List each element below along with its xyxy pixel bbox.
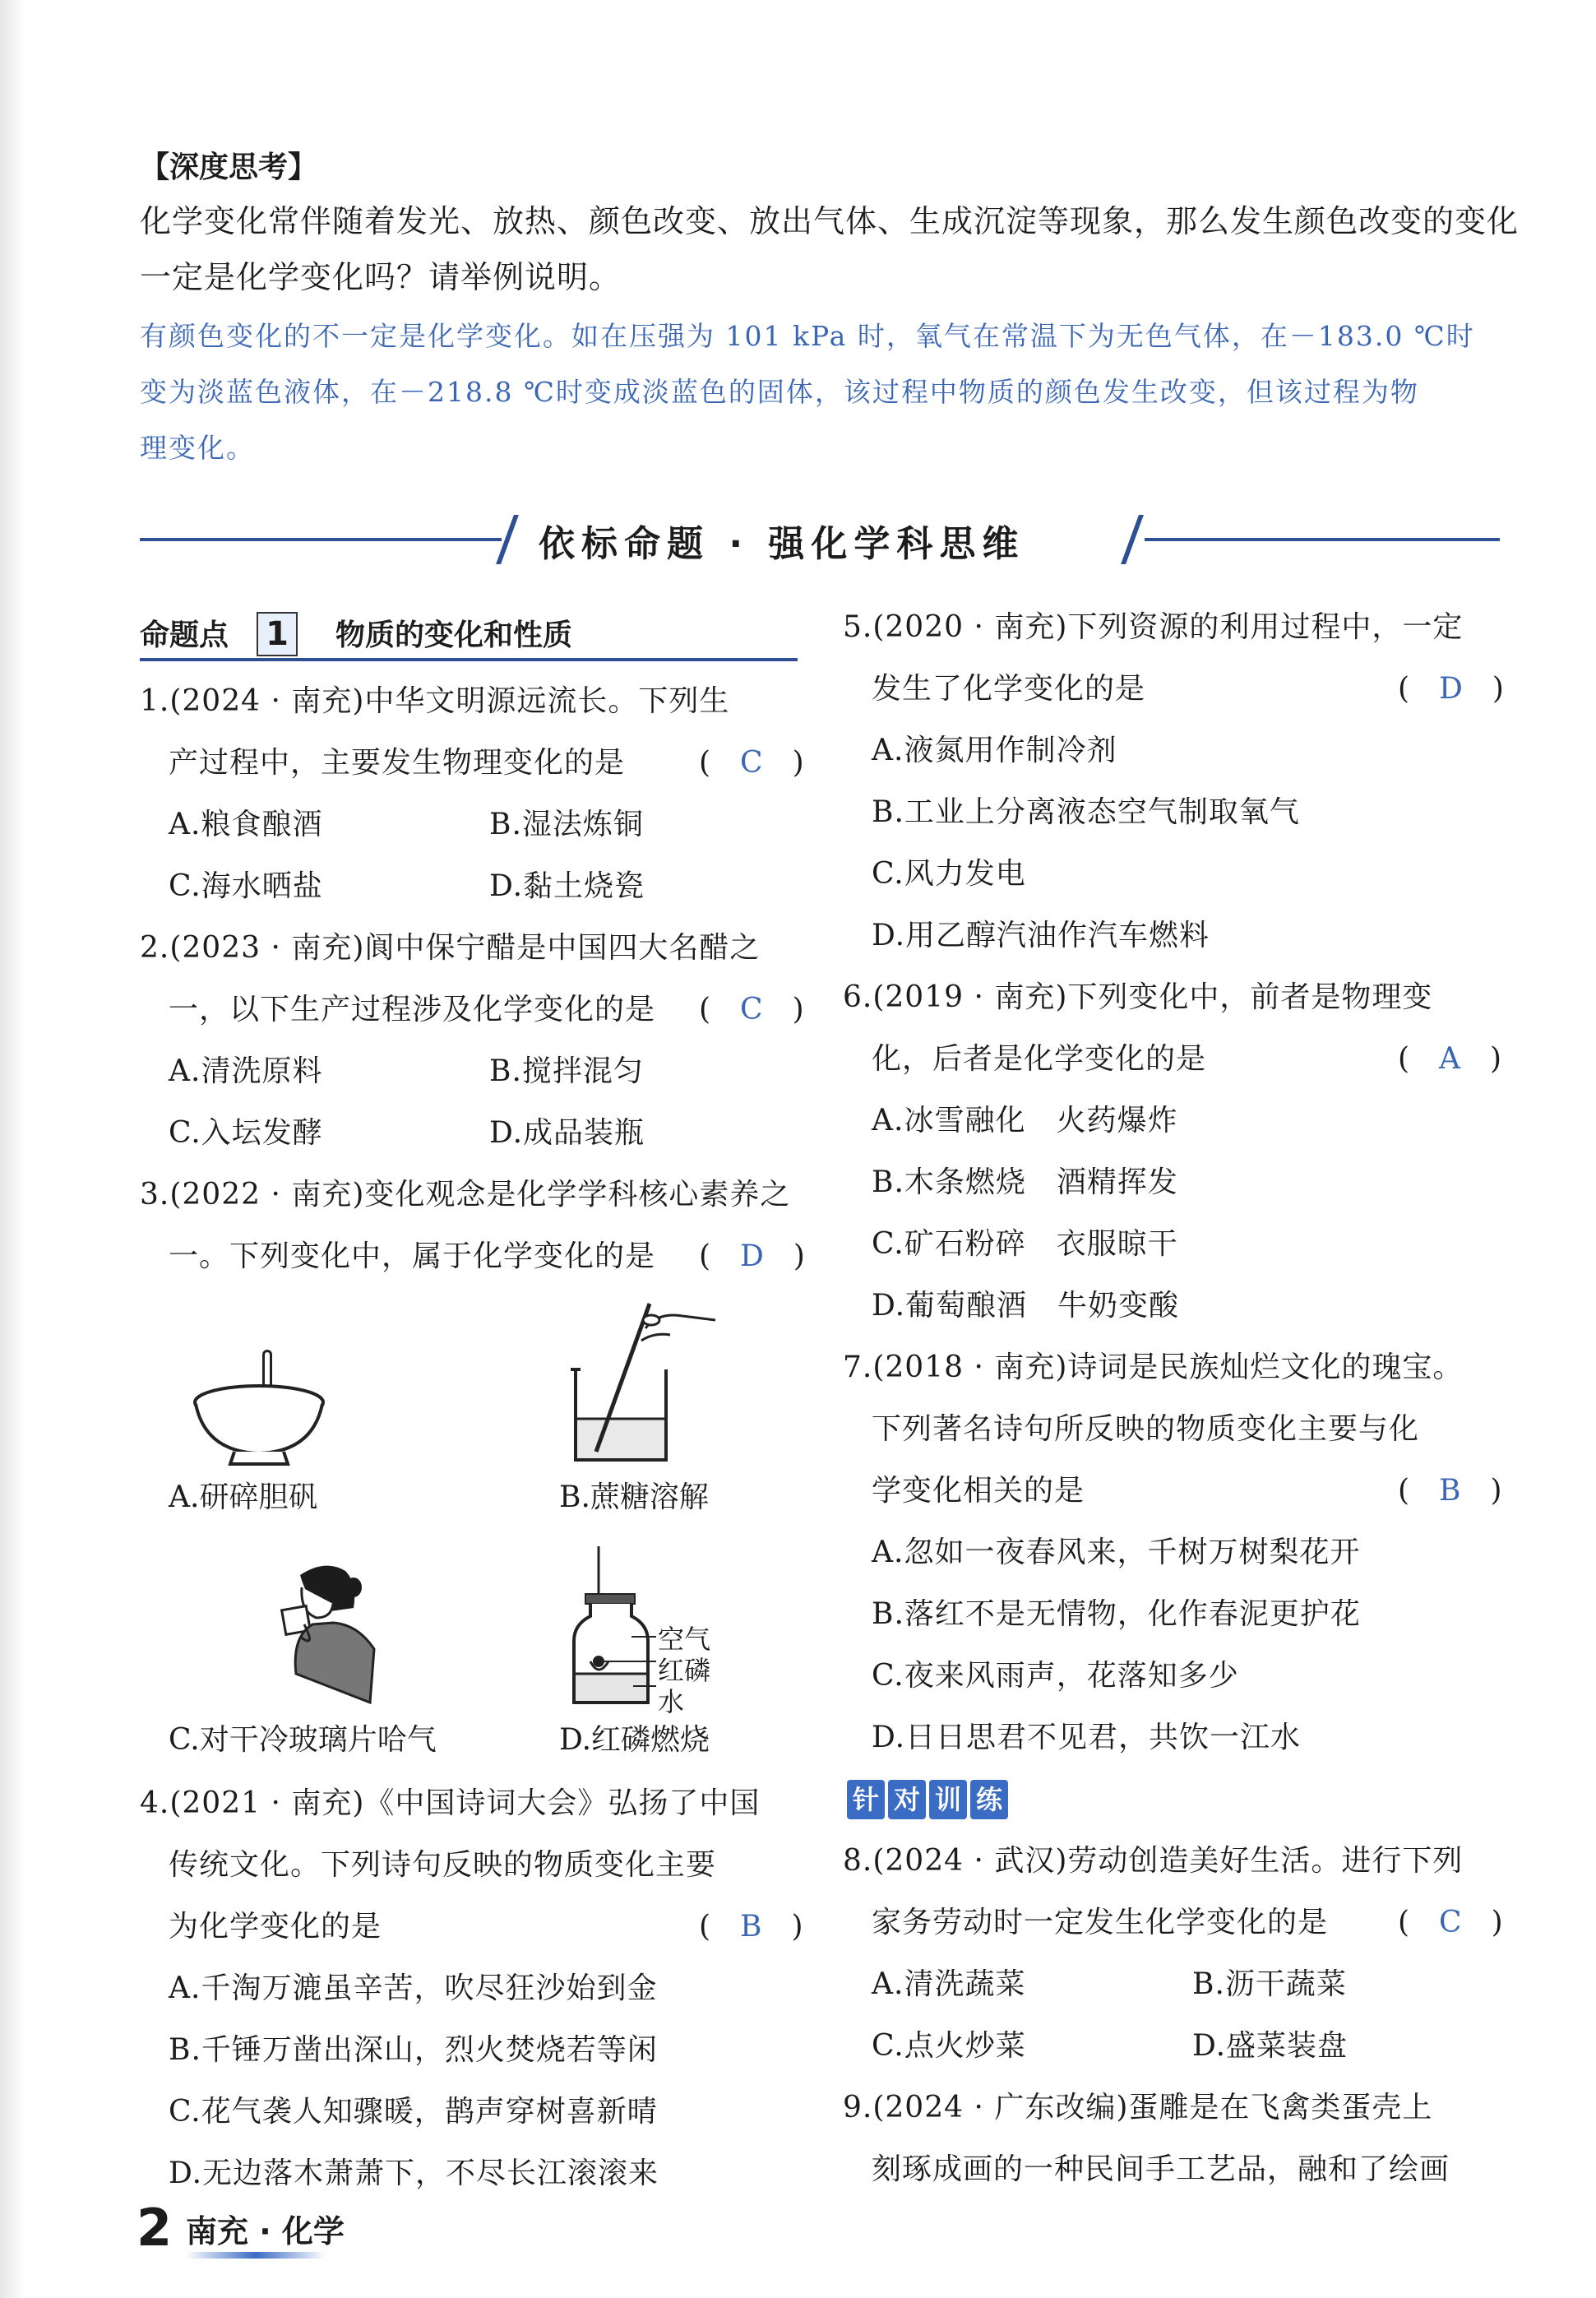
q2-line-1: 2.(2023 · 南充)阆中保宁醋是中国四大名醋之 xyxy=(140,931,761,965)
q2-answer: C xyxy=(740,993,763,1026)
q4-line-1: 4.(2021 · 南充)《中国诗词大会》弘扬了中国 xyxy=(140,1786,761,1820)
q2-option-c: C.入坛发酵 xyxy=(169,1116,323,1150)
q9-line-2: 刻琢成画的一种民间手工艺品，融和了绘画 xyxy=(872,2152,1450,2186)
q5-answer-paren: ( D ) xyxy=(1398,672,1504,706)
q4-option-b: B.千锤万凿出深山，烈火焚烧若等闲 xyxy=(169,2033,658,2067)
jar-label-water: 水 xyxy=(658,1686,685,1717)
page-number: 2 xyxy=(136,2198,173,2258)
q8-line-1: 8.(2024 · 武汉)劳动创造美好生活。进行下列 xyxy=(843,1844,1464,1878)
q5-answer: D xyxy=(1439,672,1463,706)
q1-option-c: C.海水晒盐 xyxy=(169,869,323,903)
think-line-1: 化学变化常伴随着发光、放热、颜色改变、放出气体、生成沉淀等现象，那么发生颜色改变的变化 xyxy=(140,203,1520,239)
section-number: 1 xyxy=(257,612,298,656)
section-label: 命题点 xyxy=(140,619,229,652)
banner-slash-right xyxy=(1121,515,1144,564)
q1-answer-paren: ( C ) xyxy=(699,746,804,780)
q7-option-d: D.日日思君不见君，共饮一江水 xyxy=(872,1721,1302,1754)
training-char-2: 对 xyxy=(888,1780,926,1819)
q3-line-2: 一。下列变化中，属于化学变化的是 xyxy=(169,1239,656,1273)
q6-answer-paren: ( A ) xyxy=(1398,1042,1502,1076)
training-char-1: 针 xyxy=(847,1780,885,1819)
q3-option-d: D.红磷燃烧 xyxy=(559,1723,710,1757)
section-underline xyxy=(140,658,798,661)
q3-line-1: 3.(2022 · 南充)变化观念是化学学科核心素养之 xyxy=(140,1178,791,1212)
training-char-3: 训 xyxy=(929,1780,967,1819)
q1-answer: C xyxy=(740,746,763,780)
q2-option-d: D.成品装瓶 xyxy=(489,1116,645,1150)
scan-edge xyxy=(0,0,25,2298)
q7-answer-paren: ( B ) xyxy=(1398,1474,1502,1508)
q3-option-c: C.对干冷玻璃片哈气 xyxy=(169,1723,437,1757)
banner-title: 依标命题 · 强化学科思维 xyxy=(539,523,1025,565)
q1-line-1: 1.(2024 · 南充)中华文明源远流长。下列生 xyxy=(140,684,730,718)
q2-option-a: A.清洗原料 xyxy=(169,1054,323,1088)
q5-line-2: 发生了化学变化的是 xyxy=(872,672,1146,706)
q8-answer-paren: ( C ) xyxy=(1398,1906,1503,1939)
q2-option-b: B.搅拌混匀 xyxy=(489,1054,644,1088)
q4-option-c: C.花气袭人知骤暖，鹊声穿树喜新晴 xyxy=(169,2095,658,2129)
q4-line-2: 传统文化。下列诗句反映的物质变化主要 xyxy=(169,1848,717,1882)
footer-bar xyxy=(186,2252,326,2259)
q6-option-c: C.矿石粉碎 衣服晾干 xyxy=(872,1227,1178,1261)
beaker-stirring-image xyxy=(559,1295,724,1468)
q9-line-1: 9.(2024 · 广东改编)蛋雕是在飞禽类蛋壳上 xyxy=(843,2091,1433,2124)
q6-option-b: B.木条燃烧 酒精挥发 xyxy=(872,1165,1178,1199)
training-char-4: 练 xyxy=(970,1780,1008,1819)
q3-option-b: B.蔗糖溶解 xyxy=(559,1480,709,1514)
training-badge xyxy=(847,1780,1008,1819)
q7-option-b: B.落红不是无情物，化作春泥更护花 xyxy=(872,1597,1361,1631)
q1-line-2: 产过程中，主要发生物理变化的是 xyxy=(169,746,626,780)
q3-answer: D xyxy=(740,1239,764,1273)
q4-answer: B xyxy=(740,1910,762,1944)
think-title: 【深度思考】 xyxy=(140,151,318,184)
q5-option-c: C.风力发电 xyxy=(872,857,1026,891)
q1-option-b: B.湿法炼铜 xyxy=(489,808,644,841)
banner-line-right xyxy=(1145,538,1500,541)
q7-line-1: 7.(2018 · 南充)诗词是民族灿烂文化的瑰宝。 xyxy=(843,1351,1464,1384)
q3-answer-paren: ( D ) xyxy=(699,1239,805,1273)
q6-option-a: A.冰雪融化 火药爆炸 xyxy=(872,1104,1178,1137)
phosphorus-jar-image xyxy=(567,1546,666,1711)
think-answer-2: 变为淡蓝色液体，在－218.8 ℃时变成淡蓝色的固体，该过程中物质的颜色发生改变，但该过程为物 xyxy=(140,376,1419,408)
q2-line-2: 一，以下生产过程涉及化学变化的是 xyxy=(169,993,656,1026)
q6-line-2: 化，后者是化学变化的是 xyxy=(872,1042,1207,1076)
q6-answer: A xyxy=(1439,1042,1461,1076)
q7-answer: B xyxy=(1439,1474,1461,1508)
q4-answer-paren: ( B ) xyxy=(699,1910,803,1944)
q8-answer: C xyxy=(1439,1906,1462,1939)
mortar-image xyxy=(189,1345,337,1468)
banner-line-left xyxy=(140,538,502,541)
jar-label-phosphorus: 红磷 xyxy=(658,1655,711,1686)
q1-option-d: D.黏土烧瓷 xyxy=(489,869,645,903)
q4-option-a: A.千淘万漉虽辛苦，吹尽狂沙始到金 xyxy=(169,1971,658,2005)
q6-option-d: D.葡萄酿酒 牛奶变酸 xyxy=(872,1289,1180,1323)
jar-label-air: 空气 xyxy=(658,1624,711,1655)
q7-line-3: 学变化相关的是 xyxy=(872,1474,1085,1508)
q1-option-a: A.粮食酿酒 xyxy=(169,808,323,841)
q2-answer-paren: ( C ) xyxy=(699,993,804,1026)
q8-option-a: A.清洗蔬菜 xyxy=(872,1967,1026,2001)
q8-option-b: B.沥干蔬菜 xyxy=(1192,1967,1347,2001)
q7-line-2: 下列著名诗句所反映的物质变化主要与化 xyxy=(872,1412,1420,1446)
q5-option-b: B.工业上分离液态空气制取氧气 xyxy=(872,795,1300,829)
think-line-2: 一定是化学变化吗？请举例说明。 xyxy=(140,259,622,295)
girl-breathing-image xyxy=(275,1559,382,1707)
section-title: 物质的变化和性质 xyxy=(335,619,573,652)
q3-option-a: A.研碎胆矾 xyxy=(169,1480,318,1514)
q7-option-a: A.忽如一夜春风来，千树万树梨花开 xyxy=(872,1536,1361,1569)
q4-option-d: D.无边落木萧萧下，不尽长江滚滚来 xyxy=(169,2157,659,2190)
q7-option-c: C.夜来风雨声，花落知多少 xyxy=(872,1659,1239,1693)
q6-line-1: 6.(2019 · 南充)下列变化中，前者是物理变 xyxy=(843,980,1433,1014)
q4-line-3: 为化学变化的是 xyxy=(169,1910,382,1944)
think-answer-3: 理变化。 xyxy=(140,432,255,464)
q8-option-d: D.盛菜装盘 xyxy=(1192,2029,1349,2063)
q5-option-d: D.用乙醇汽油作汽车燃料 xyxy=(872,919,1210,952)
q5-line-1: 5.(2020 · 南充)下列资源的利用过程中，一定 xyxy=(843,610,1464,644)
footer-subject: 南充 · 化学 xyxy=(186,2213,345,2249)
q8-line-2: 家务劳动时一定发生化学变化的是 xyxy=(872,1906,1329,1939)
q5-option-a: A.液氮用作制冷剂 xyxy=(872,734,1117,767)
q8-option-c: C.点火炒菜 xyxy=(872,2029,1026,2063)
think-answer-1: 有颜色变化的不一定是化学变化。如在压强为 101 kPa 时，氧气在常温下为无色气体，在－183.0 ℃时 xyxy=(140,320,1475,352)
